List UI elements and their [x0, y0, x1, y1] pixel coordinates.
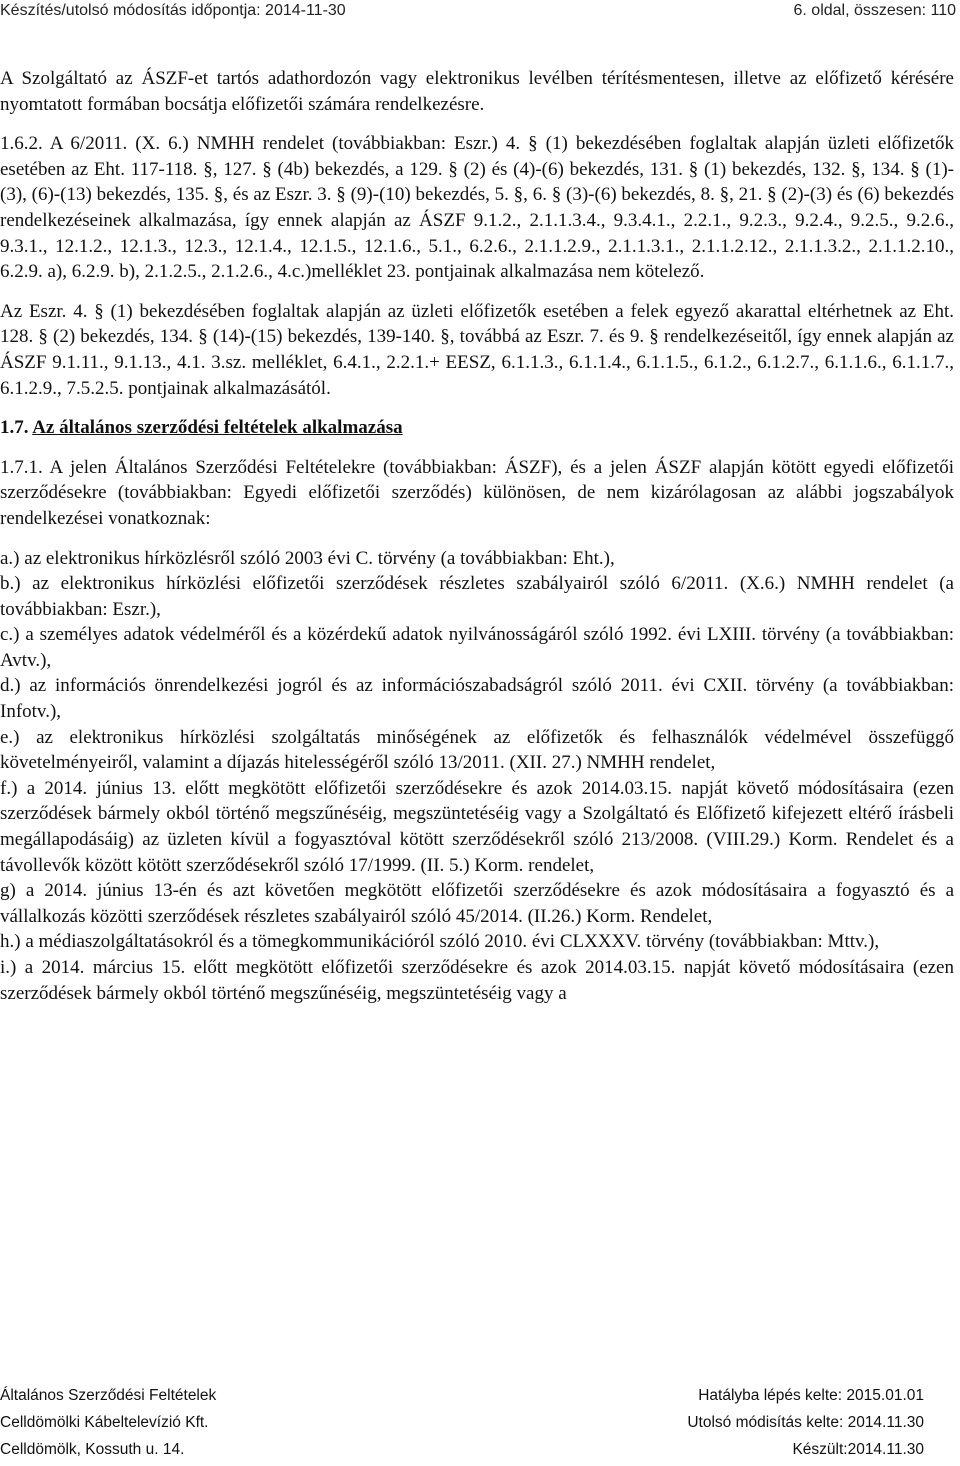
footer-effective-date: Hatályba lépés kelte: 2015.01.01 [698, 1387, 924, 1404]
page-header [0, 0, 960, 22]
section-title: Az általános szerződési feltételek alkalmazása [32, 417, 403, 439]
footer-document-title: Általános Szerződési Feltételek [0, 1387, 217, 1404]
section-heading-1-7 [0, 415, 954, 441]
paragraph-distribution: A Szolgáltató az ÁSZF-et tartós adathordozón vagy elektronikus levélben térítésmentesen, illetve az előfizető kérésére nyomtatott formában bocsátja előfizetői számára rendelkezésre. [0, 68, 954, 115]
paragraph-1-6-2: 1.6.2. A 6/2011. (X. 6.) NMHH rendelet (továbbiakban: Eszr.) 4. § (1) bekezdésében foglaltak alapján üzleti előfizetők esetében az Eht. 117-118. §, 127. § (4b) bekezdés, a 129. § (2) és (4)-(6) bekezdés, 131. § (1) bekezdés, 132. §, 134. § (1)-(3), (6)-(13) bekezdés, 135. §, és az Eszr. 3. § (9)-(10) bekezdés, 5. §, 6. § (3)-(6) bekezdés, 8. §, 21. § (2)-(3) és (6) bekezdés rendelkezéseinek alkalmazása, így ennek alapján az ÁSZF 9.1.2., 2.1.1.3.4., 9.3.4.1., 2.2.1., 9.2.3., 9.2.4., 9.2.5., 9.2.6., 9.3.1., 12.1.2., 12.1.3., 12.3., 12.1.4., 12.1.5., 12.1.6., 5.1., 6.2.6., 2.1.1.2.9., 2.1.1.3.1., 2.1.1.2.12., 2.1.1.3.2., 2.1.1.2.10., 6.2.9. a), 6.2.9. b), 2.1.2.5., 2.1.2.6., 4.c.)melléklet 23. pontjainak alkalmazása nem kötelező. [0, 133, 954, 283]
list-item-d: d.) az információs önrendelkezési jogról és az információszabadságról szóló 2011. évi CXII. törvény (a továbbiakban: Infotv.), [0, 675, 954, 723]
footer-last-modified: Utolsó módisítás kelte: 2014.11.30 [687, 1414, 924, 1431]
list-item-c: c.) a személyes adatok védelméről és a közérdekű adatok nyilvánosságáról szóló 1992. évi LXIII. törvény (a továbbiakban: Avtv.), [0, 624, 954, 671]
paragraph-1-7-1: 1.7.1. A jelen Általános Szerződési Feltételekre (továbbiakban: ÁSZF), és a jelen ÁSZF alapján kötött egyedi előfizetői szerződésekre (továbbiakban: Egyedi előfizetői szerződés) különösen, de nem kizárólagosan az alábbi jogszabályok rendelkezései vonatkoznak: [0, 456, 954, 529]
paragraph-eszr-4: Az Eszr. 4. § (1) bekezdésében foglaltak alapján az üzleti előfizetők esetében a felek egyező akarattal eltérhetnek az Eht. 128. § (2) bekezdés, 134. § (14)-(15) bekezdés, 139-140. §, továbbá az Eszr. 7. és 9. § rendelkezéseitől, így ennek alapján az ÁSZF 9.1.11., 9.1.13., 4.1. 3.sz. melléklet, 6.4.1., 2.2.1.+ EESZ, 6.1.1.3., 6.1.1.4., 6.1.1.5., 6.1.2., 6.1.2.7., 6.1.1.6., 6.1.1.7., 6.1.2.9., 7.5.2.5. pontjainak alkalmazásától. [0, 300, 954, 399]
list-item-f: f.) a 2014. június 13. előtt megkötött előfizetői szerződésekre és azok 2014.03.15. napját követő módosításaira (ezen szerződések bármely okból történő megszűnéséig, megszüntetéséig vagy a Szolgáltató és Előfizető kifejezett eltérő írásbeli megállapodásáig) az üzleten kívül a fogyasztóval kötött szerződésekről szóló 213/2008. (VIII.29.) Korm. Rendelet és a távollevők között kötött szerződésekről szóló 17/1999. (II. 5.) Korm. rendelet, [0, 777, 954, 876]
header-timestamp: Készítés/utolsó módosítás időpontja: 2014-11-30 [0, 2, 346, 19]
footer-address: Celldömölk, Kossuth u. 14. [0, 1441, 185, 1458]
list-item-i: i.) a 2014. március 15. előtt megkötött előfizetői szerződésekre és azok 2014.03.15. napját követő módosításaira (ezen szerződések bármely okból történő megszűnéséig, megszüntetéséig vagy a [0, 957, 954, 1004]
list-item-b: b.) az elektronikus hírközlési előfizetői szerződések részletes szabályairól szóló 6/2011. (X.6.) NMHH rendelet (a továbbiakban: Eszr.), [0, 573, 954, 620]
list-item-g: g) a 2014. június 13-én és azt követően megkötött előfizetői szerződésekre és azok módosításaira a fogyasztó és a vállalkozás közötti szerződések részletes szabályairól szóló 45/2014. (II.26.) Korm. Rendelet, [0, 880, 954, 927]
list-item-a: a.) az elektronikus hírközlésről szóló 2003 évi C. törvény (a továbbiakban: Eht.), [0, 547, 615, 569]
document-body [0, 66, 954, 1006]
section-number: 1.7. [0, 417, 29, 439]
list-item-h: h.) a médiaszolgáltatásokról és a tömegkommunikációról szóló 2010. évi CLXXXV. törvény (továbbiakban: Mttv.), [0, 931, 880, 953]
page-footer [0, 1382, 924, 1463]
header-page-number: 6. oldal, összesen: 110 [793, 2, 956, 19]
footer-created-date: Készült:2014.11.30 [792, 1441, 924, 1458]
list-item-e: e.) az elektronikus hírközlési szolgáltatás minőségének az előfizetők és felhasználók védelmével összefüggő követelményeiről, valamint a díjazás hitelességéről szóló 13/2011. (XII. 27.) NMHH rendelet, [0, 726, 954, 774]
footer-company-name: Celldömölki Kábeltelevízió Kft. [0, 1414, 209, 1431]
legislation-list [0, 546, 954, 1007]
